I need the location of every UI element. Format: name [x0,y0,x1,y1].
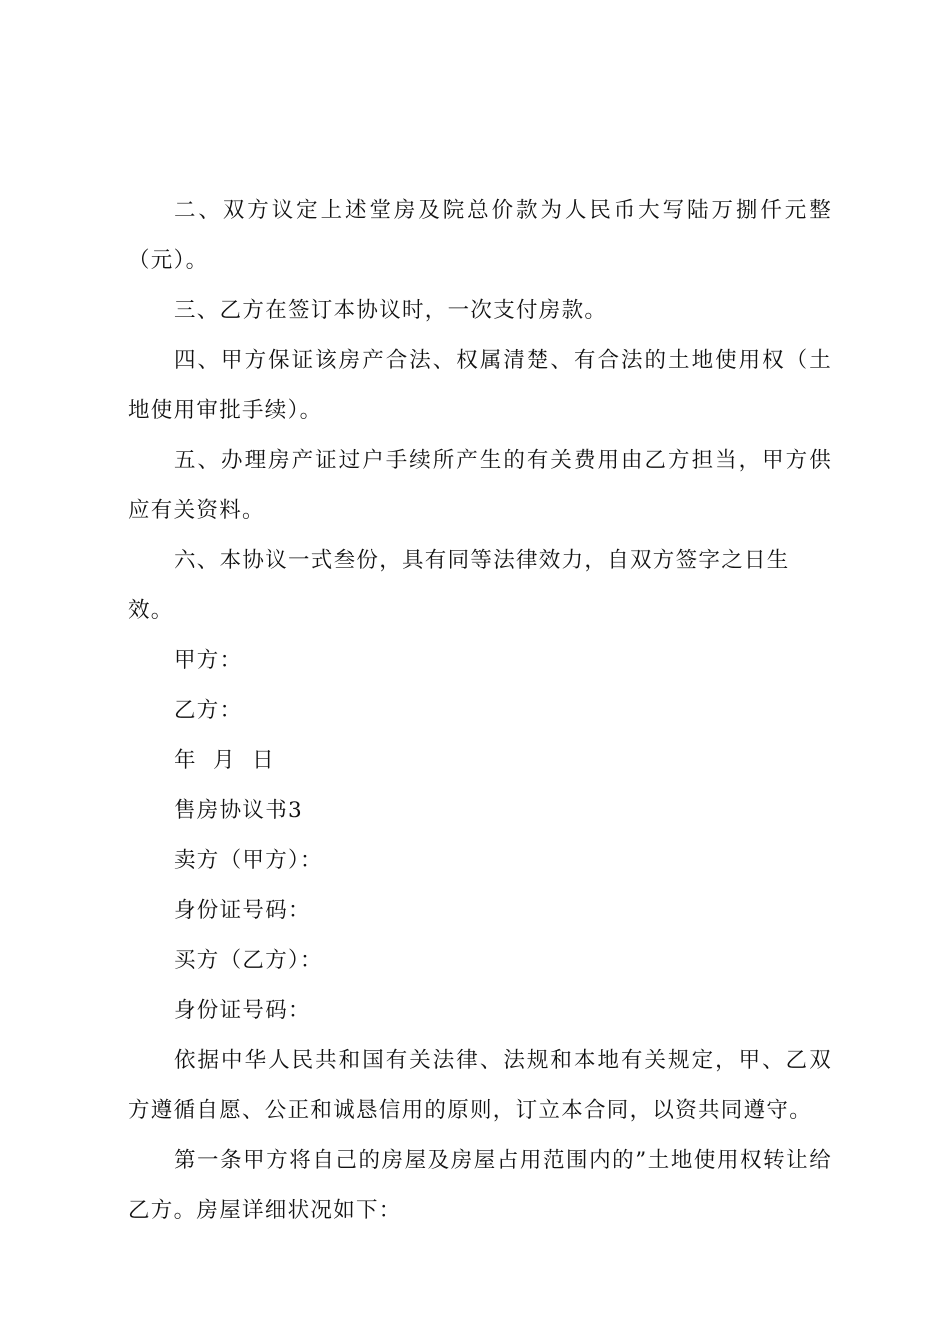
clause-3-payment: 三、乙方在签订本协议时，一次支付房款。 [174,298,608,323]
clause-4-guarantee: 四、甲方保证该房产合法、权属清楚、有合法的土地使用权（土地使用审批手续）。 [128,348,832,423]
buyer-id-line: 身份证号码： [174,998,311,1023]
clause-6-copies: 六、本协议一式叁份，具有同等法律效力，自双方签字之日生效。 [128,548,790,623]
article-1-paragraph: 第一条甲方将自己的房屋及房屋占用范围内的”土地使用权转让给乙方。房屋详细状况如下： [128,1148,832,1223]
date-line: 年 月 日 [174,748,275,773]
party-b-signature-line: 乙方： [174,698,243,723]
clause-2-total-price: 二、双方议定上述堂房及院总价款为人民币大写陆万捌仟元整（元）。 [128,198,832,273]
document-body [128,186,832,1236]
section-title: 售房协议书3 [174,798,303,823]
buyer-line: 买方（乙方）： [174,948,323,973]
party-a-signature-line: 甲方： [174,648,243,673]
seller-line: 卖方（甲方）： [174,848,323,873]
seller-id-line: 身份证号码： [174,898,311,923]
clause-5-transfer-fees: 五、办理房产证过户手续所产生的有关费用由乙方担当，甲方供应有关资料。 [128,448,832,523]
preamble-paragraph: 依据中华人民共和国有关法律、法规和本地有关规定，甲、乙双方遵循自愿、公正和诚恳信用的原则，订立本合同，以资共同遵守。 [128,1048,832,1123]
